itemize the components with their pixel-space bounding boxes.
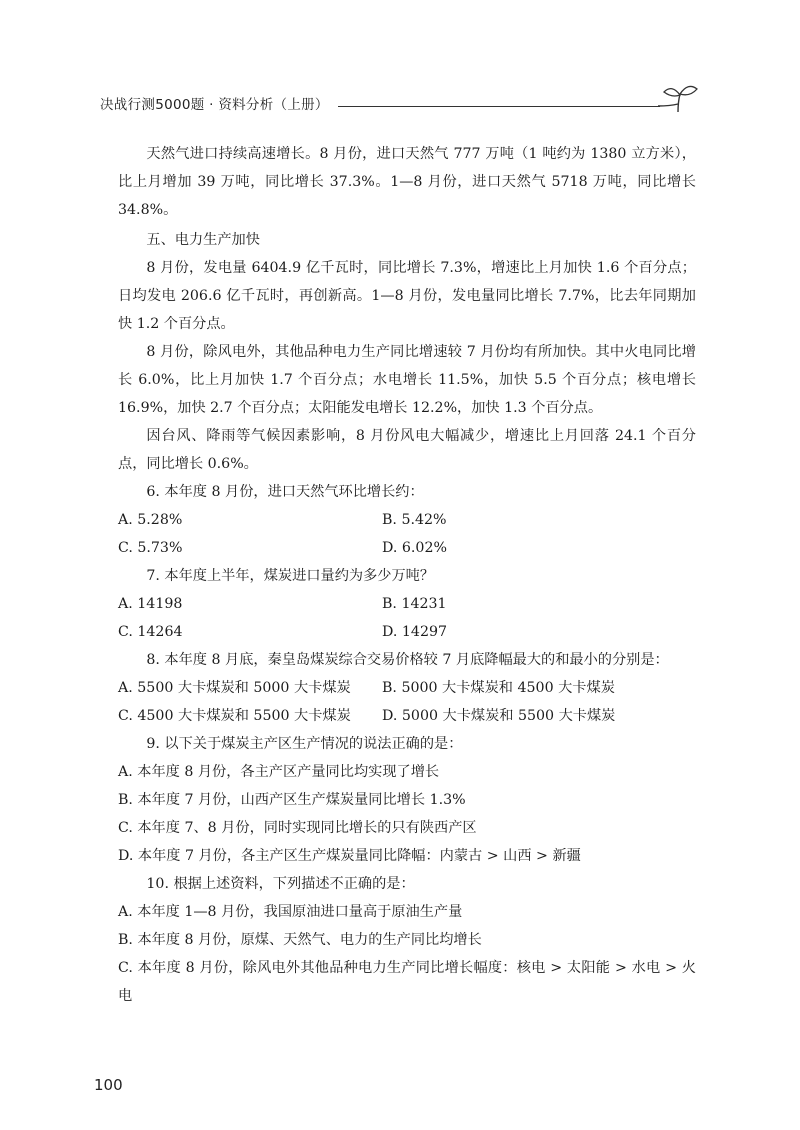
paragraph-gas: 天然气进口持续高速增长。8 月份，进口天然气 777 万吨（1 吨约为 1380 立方米），比上月增加 39 万吨，同比增长 37.3%。1—8 月份，进口天然气 5718 万吨，同比增长 34.8%。	[118, 146, 696, 218]
option-8-a: A. 5500 大卡煤炭和 5000 大卡煤炭	[118, 680, 351, 696]
question-6-stem: 6. 本年度 8 月份，进口天然气环比增长约：	[146, 484, 424, 500]
paragraph-power-output: 8 月份，发电量 6404.9 亿千瓦时，同比增长 7.3%，增速比上月加快 1.6 个百分点；日均发电 206.6 亿千瓦时，再创新高。1—8 月份，发电量同比增长 7.7%，比去年同期加快 1.2 个百分点。	[118, 260, 696, 332]
option-10-a: A. 本年度 1—8 月份，我国原油进口量高于原油生产量	[118, 904, 463, 920]
question-10-stem: 10. 根据上述资料，下列描述不正确的是：	[146, 876, 415, 892]
paragraph-power-types: 8 月份，除风电外，其他品种电力生产同比增速较 7 月份均有所加快。其中火电同比增长 6.0%，比上月加快 1.7 个百分点；水电增长 11.5%，加快 5.5 个百分点；核电增长 16.9%，加快 2.7 个百分点；太阳能发电增长 12.2%，加快 1.3 个百分点。	[118, 344, 696, 416]
option-6-a: A. 5.28%	[118, 512, 183, 528]
option-8-d: D. 5000 大卡煤炭和 5500 大卡煤炭	[382, 708, 616, 724]
option-8-b: B. 5000 大卡煤炭和 4500 大卡煤炭	[382, 680, 615, 696]
option-6-c: C. 5.73%	[118, 540, 183, 556]
option-6-d: D. 6.02%	[382, 540, 447, 556]
option-7-b: B. 14231	[382, 596, 447, 612]
option-8-c: C. 4500 大卡煤炭和 5500 大卡煤炭	[118, 708, 351, 724]
option-7-c: C. 14264	[118, 624, 183, 640]
page-number: 100	[94, 1076, 123, 1094]
section-heading: 五、电力生产加快	[146, 232, 260, 248]
book-title: 决战行测5000题 · 资料分析（上册）	[100, 97, 329, 113]
option-10-c: C. 本年度 8 月份，除风电外其他品种电力生产同比增长幅度：核电 > 太阳能 > 水电 > 火电	[118, 960, 696, 1004]
question-9-stem: 9. 以下关于煤炭主产区生产情况的说法正确的是：	[146, 736, 463, 752]
question-8-options	[118, 674, 696, 730]
option-9-c: C. 本年度 7、8 月份，同时实现同比增长的只有陕西产区	[118, 820, 477, 836]
option-7-d: D. 14297	[382, 624, 448, 640]
running-header	[100, 86, 700, 120]
sprout-icon	[656, 82, 700, 116]
question-7-stem: 7. 本年度上半年，煤炭进口量约为多少万吨？	[146, 568, 435, 584]
header-rule	[338, 106, 660, 107]
option-10-b: B. 本年度 8 月份，原煤、天然气、电力的生产同比均增长	[118, 932, 482, 948]
page-body	[118, 140, 696, 1010]
question-7-options	[118, 590, 696, 646]
option-6-b: B. 5.42%	[382, 512, 447, 528]
paragraph-wind-power: 因台风、降雨等气候因素影响，8 月份风电大幅减少，增速比上月回落 24.1 个百分点，同比增长 0.6%。	[118, 428, 696, 472]
option-9-a: A. 本年度 8 月份，各主产区产量同比均实现了增长	[118, 764, 440, 780]
option-9-d: D. 本年度 7 月份，各主产区生产煤炭量同比降幅：内蒙古 > 山西 > 新疆	[118, 848, 581, 864]
question-8-stem: 8. 本年度 8 月底，秦皇岛煤炭综合交易价格较 7 月底降幅最大的和最小的分别是：	[146, 652, 669, 668]
option-9-b: B. 本年度 7 月份，山西产区生产煤炭量同比增长 1.3%	[118, 792, 466, 808]
option-7-a: A. 14198	[118, 596, 183, 612]
question-6-options	[118, 506, 696, 562]
